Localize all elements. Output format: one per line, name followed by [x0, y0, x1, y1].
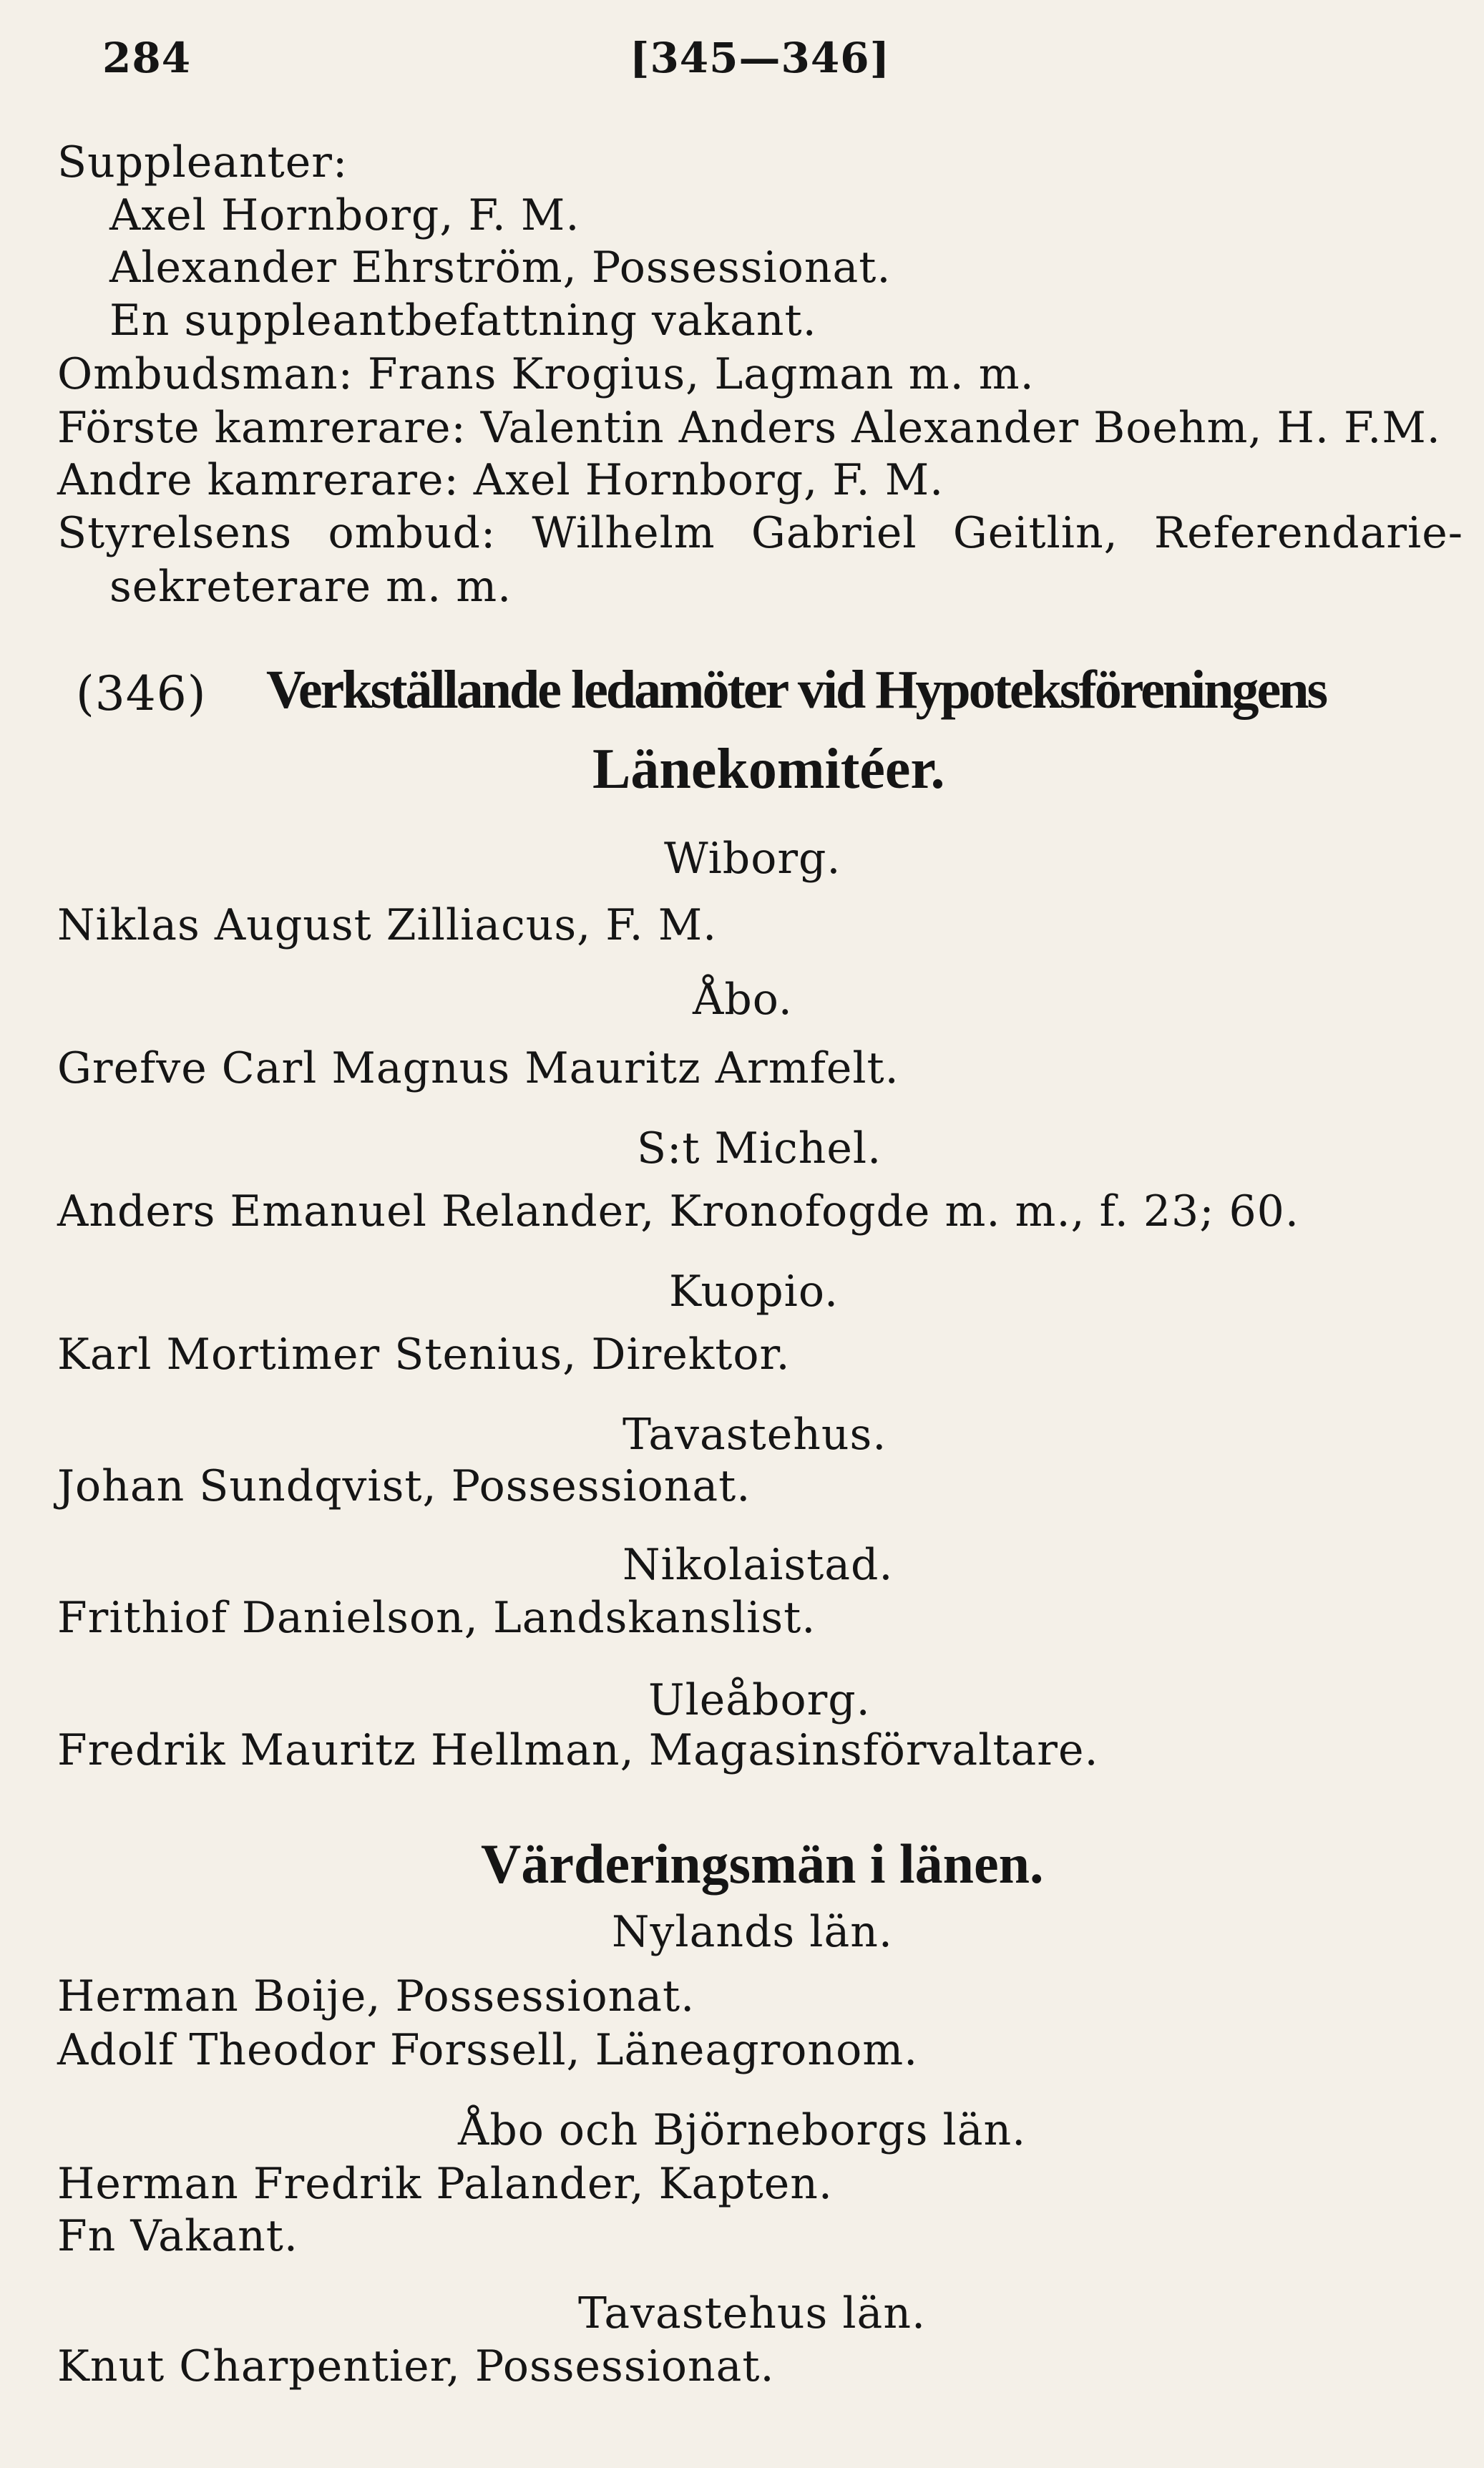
suppleanter-label: Suppleanter: — [57, 137, 348, 187]
styrelsens-ombud-line: Styrelsens ombud: Wilhelm Gabriel Geitlin, Referendarie- — [57, 508, 1463, 558]
person-entry: Herman Boije, Possessionat. — [57, 1971, 695, 2021]
section-title: Verkställande ledamöter vid Hypoteksföreningens — [266, 660, 1327, 720]
person-entry: Herman Fredrik Palander, Kapten. — [57, 2159, 833, 2209]
suppleant-entry: Axel Hornborg, F. M. — [109, 190, 580, 240]
person-entry: Frithiof Danielson, Landskanslist. — [57, 1593, 816, 1643]
place-heading: Uleåborg. — [648, 1675, 871, 1725]
person-entry: Grefve Carl Magnus Mauritz Armfelt. — [57, 1043, 899, 1093]
andre-kamrerare-line: Andre kamrerare: Axel Hornborg, F. M. — [57, 455, 944, 505]
person-entry: Adolf Theodor Forssell, Läneagronom. — [57, 2025, 919, 2075]
styrelsens-ombud-line-continued: sekreterare m. m. — [109, 562, 512, 612]
place-heading: Kuopio. — [669, 1267, 839, 1317]
person-entry: Anders Emanuel Relander, Kronofogde m. m., f. 23; 60. — [57, 1186, 1299, 1237]
person-entry: Niklas August Zilliacus, F. M. — [57, 900, 718, 950]
forste-kamrerare-line: Förste kamrerare: Valentin Anders Alexander Boehm, H. F.M. — [57, 403, 1441, 453]
ombudsman-line: Ombudsman: Frans Krogius, Lagman m. m. — [57, 349, 1035, 399]
suppleant-entry: Alexander Ehrström, Possessionat. — [109, 243, 892, 293]
varderingsman-title: Värderingsmän i länen. — [481, 1833, 1044, 1895]
page-number: 284 — [102, 34, 192, 82]
place-heading: Åbo. — [693, 975, 793, 1025]
person-entry: Fredrik Mauritz Hellman, Magasinsförvaltare. — [57, 1725, 1099, 1775]
person-entry: Karl Mortimer Stenius, Direktor. — [57, 1330, 791, 1380]
place-heading: S:t Michel. — [637, 1123, 882, 1174]
place-heading: Nikolaistad. — [623, 1540, 894, 1590]
place-heading: Wiborg. — [664, 834, 841, 884]
person-entry: Fn Vakant. — [57, 2211, 298, 2261]
person-entry: Knut Charpentier, Possessionat. — [57, 2341, 775, 2391]
section-title-continued: Länekomitéer. — [592, 738, 945, 801]
section-number: (346) — [76, 666, 207, 721]
place-heading: Tavastehus. — [623, 1410, 887, 1460]
lan-heading: Åbo och Björneborgs län. — [458, 2105, 1027, 2155]
lan-heading: Nylands län. — [612, 1907, 893, 1957]
lan-heading: Tavastehus län. — [578, 2288, 927, 2338]
section-range: [345—346] — [630, 34, 891, 82]
person-entry: Johan Sundqvist, Possessionat. — [57, 1461, 751, 1511]
suppleant-entry: En suppleantbefattning vakant. — [109, 296, 817, 346]
